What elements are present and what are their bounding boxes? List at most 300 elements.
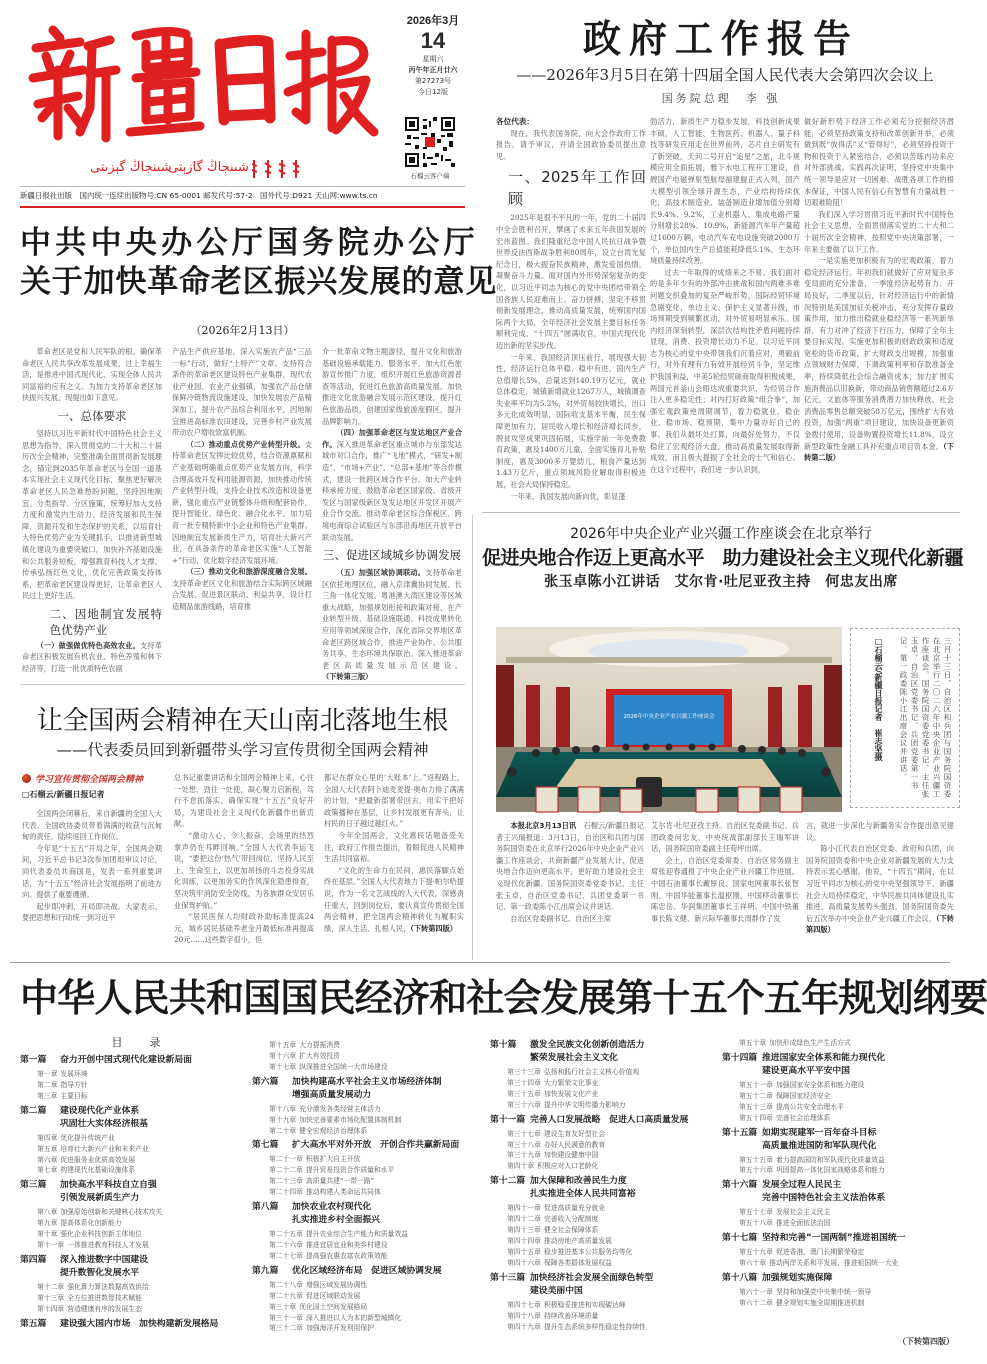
photo-caption-box — [850, 628, 960, 808]
report-title: 政府工作报告 — [582, 17, 859, 61]
report-paragraph: 勃活力，新质生产力稳步发展，科技创新成果丰硕，人工智能、生物医药、机器人、量子科技等研发应用走在世界前列，芯片自主研发有了新突破，天问二号开启“追星”之旅，北斗规模应用全面拓展，雅下水电工程开工建设，首艘国产电磁弹射型航母福建舰正式入列，国产大模型引领全球开源生态，产业结构持续优化，高技术制造业、装备制造业增加值分别增长9.4%、9.2%，工业机器人、集成电路产量分别增长28%、10.9%，新能源汽车年产量超过1600万辆，电动汽车充电设施突破2000万个，单位国内生产总值能耗降低5.1%，生态环境质量持续改善。 — [650, 117, 800, 266]
continued-link[interactable]: （下转第四版） — [806, 913, 954, 935]
two-sessions-paragraph: 今年全国两会，文化惠民话题备受关注，政府工作报告提出，着眼促进人民精神生活共同富裕。 — [324, 830, 464, 864]
toc-chapter[interactable] — [722, 1287, 962, 1298]
toc-part-title — [60, 1054, 192, 1067]
toc-chapter-title: 高质量共建“一带一路” — [305, 1177, 375, 1186]
toc-part-number: 第三篇 — [20, 1180, 47, 1191]
toc-chapter-number: 第十六章 — [269, 1051, 297, 1060]
toc-chapter-number: 第三十八章 — [507, 1140, 541, 1149]
report-paragraph: 做好新形势下经济工作必须充分挖掘经济潜能，必须坚持政策支持和改革创新并举，必须做到既“放得活”又“管得好”，必须坚持投资于物和投资于人紧密结合，必须以苦练内功来应对外部挑战。实践再次证明，坚持党中央集中统一领导是应对一切困难、战胜各项工作的根本保证，中国人民有信心有智慧有力量战胜一切艰难险阻！ — [804, 117, 954, 208]
two-sessions-column-3 — [324, 772, 464, 956]
report-paragraph: 一年来，我国经济顶压前行，展现强大韧性，经济运行总体平稳、稳中有进，国内生产总值增长5%，总量达到140.19万亿元，就业总体稳定，城镇新增就业1267万人，城镇调查失业率平均为5.2%，对外贸易较快增长，出口多元化成效明显，国际收支基本平衡，民生保障更加有力，居民收入增长和经济增长同步，脱贫攻坚成果巩固拓展，实施学前一年免费教育政策，惠及1400万儿童，全面实施育儿补贴制度，惠及3000多万婴幼儿，粮食产量达到1.43万亿斤，重点领域风险化解取得积极进展，社会大局保持稳定。 — [496, 352, 646, 490]
toc-part-number: 第十二篇 — [490, 1176, 526, 1187]
toc-chapter-number: 第六十章 — [739, 1259, 767, 1268]
toc-chapter-title: 发展环境 — [60, 1070, 88, 1078]
toc-part-number: 第六篇 — [252, 1076, 279, 1087]
toc-part-title-line: 扩大高水平对外开放 开创合作共赢新局面 — [292, 1140, 460, 1151]
toc-chapter[interactable] — [252, 1126, 492, 1137]
business-paragraph: 艾尔肯·吐尼亚孜主持。自治区党委副书记、兵团政委何忠友，中央统战部副部长王瑞军讲话，国务院国资委副主任苟坪出席。 — [651, 821, 799, 854]
opinion-paragraph-text: 支持革命老区发挥比较优势，结合资源禀赋和产业基础明确重点优势产业发展方向，科学合理高效开发利用能源资源，加快推动传统产业转型升级，支持企业技术改造和设备更新，强化重点产业链整体升级和配套协作，提升智能化、绿色化、融合化水平。加力培育一批专精特新中小企业和特色产业集群。因地制宜发展新质生产力，培育壮大新兴产业，在具备条件的革命老区实施“人工智能+”行动，优化数字经济发展环境。 — [172, 439, 312, 565]
toc-chapter-title: 巩固提高一体化国家战略体系和能力 — [775, 1166, 885, 1175]
opinion-headline-line2: 关于加快革命老区振兴发展的意见 — [20, 264, 497, 300]
toc-part[interactable] — [722, 1179, 962, 1205]
report-paragraph-text: 一是实施更加积极有为的宏观政策，着力稳定经济运行。年初我们就做好了应对复杂多变局面的充分准备，一季度经济起势有力、开局良好，二季度以后，针对经济运行中的新情况特别是美国加征关税冲击，充分发挥存量政策作用，加力推出稳就业稳经济等一系列新举措，有力对冲了经济下行压力，保障了全年主要目标实现。实施更加积极的财政政策和适度宽松的货币政策，扩大财政支出规模，加强重点领域财力保障，下调政策利率和存款准备金率，持续降低社会综合融资成本，加力扩围实施消费品以旧换新，带动商品销售额超过2.6万亿元，文旅体等服务消费潜力加快释放，社会消费品零售总额突破50万亿元，围绕扩大有效投资，加强“两重”项目建设，加快设备更新资金拨付使用，设备购置投资增长11.8%，设立新型政策性金融工具补充重点项目资本金。 — [804, 256, 954, 451]
toc-chapter[interactable] — [722, 1155, 962, 1166]
toc-chapter[interactable] — [252, 1154, 492, 1165]
toc-part-title-line: 引领发展新质生产力 — [60, 1193, 140, 1204]
publication-info: 新疆日报社出版 国内统一连续出版物号:CN 65-0001 邮发代号:57-2 国外代号:D921 天山网:www.ts.cn — [20, 191, 378, 200]
toc-chapter[interactable] — [20, 1207, 260, 1218]
toc-chapter-title: 充分激发各类经营主体活力 — [299, 1104, 381, 1113]
toc-chapter-title: 强化算力算法数据高效供给 — [67, 1282, 149, 1291]
toc-chapter-title: 提升中华文明传播力影响力 — [543, 1100, 626, 1109]
toc-chapter-number: 第五十二章 — [739, 1091, 773, 1100]
toc-chapter[interactable] — [490, 1078, 730, 1089]
opinion-lead: （二）推动重点优势产业转型升级。 — [186, 439, 305, 449]
toc-chapter[interactable] — [252, 1062, 492, 1073]
opinion-headline-line1: 中共中央办公厅国务院办公厅 — [20, 225, 479, 261]
photo-caption: 三月十三日，自治区和兵团与国务院国资委在北京举行二〇二六年中央企业产业兴疆工作座谈会。国务院国资委党委书记、主任张玉卓，自治区党委书记、兵团党委第一书记、第一政委陈小江出席会议并讲话。 — [899, 637, 952, 799]
business-column-1 — [496, 820, 644, 953]
toc-chapter[interactable] — [252, 1280, 492, 1291]
toc-chapter[interactable] — [722, 1080, 962, 1091]
business-paragraph-text: 石榴云/新疆日报记者王兴瑞报道：3月13日，自治区和兵团与国务院国资委在北京举行2026年中央企业产业兴疆工作座谈会，共商新疆产业发展大计，促进央地合作迈向更高水平，更好助力建设社会主义现代化新疆。国务院国资委党委书记、主任张玉卓，自治区党委书记、兵团党委第一书记、第一政委陈小江出席会议并讲话。 — [496, 821, 644, 912]
toc-part[interactable] — [20, 1105, 260, 1131]
toc-part-title-line: 激发全民族文化创新创造活力 — [530, 1040, 645, 1050]
report-section-heading: 一、2025年工作回顾 — [508, 168, 646, 209]
toc-chapter[interactable] — [490, 1236, 730, 1247]
toc-chapter[interactable] — [20, 1229, 260, 1240]
toc-chapter[interactable] — [252, 1251, 492, 1262]
toc-part-title — [530, 1175, 636, 1201]
toc-chapter[interactable] — [252, 1240, 492, 1251]
toc-chapter-title: 提升农业综合生产能力和质量效益 — [305, 1230, 408, 1239]
toc-part-title-line: 奋力开创中国式现代化建设新局面 — [60, 1055, 192, 1065]
toc-chapter-number: 第二十六章 — [269, 1240, 303, 1249]
toc-chapter-number: 第十九章 — [269, 1115, 297, 1124]
opinion-paragraph: 介一批革命文物主题游径，提升文化和旅游基础设施承载能力、服务水平，加大红色旅游宣传推广力度，组织开展红色旅游资源普查等活动，促进红色旅游高质量发展。加快推进文化旅游融合发展示范区建设，提升红色旅游品质，创建国家级旅游度假区，提升品牌影响力。 — [322, 347, 462, 426]
issue-pages: 今日12版 — [418, 88, 448, 96]
toc-part-number: 第十六篇 — [722, 1180, 758, 1191]
opinion-column-2 — [172, 346, 312, 668]
toc-chapter[interactable] — [490, 1100, 730, 1111]
issue-info — [398, 12, 468, 98]
toc-chapter[interactable] — [20, 1293, 260, 1304]
report-paragraph — [804, 255, 954, 464]
toc-column-3 — [490, 1036, 730, 1333]
toc-chapter-number: 第四十一章 — [507, 1204, 541, 1213]
toc-chapter-title: 办好人民满意的教育 — [543, 1140, 606, 1149]
toc-chapter[interactable] — [722, 1298, 962, 1309]
report-paragraph: 过去一年取得的成绩来之不易。我们面对的是多年少有的外部冲击挑战和国内两难多难问题交织叠加的复杂严峻形势，国际经贸环境急剧变化，单边主义、保护主义显著升级，市场预期受到频繁扰动，对外贸易明显承压。国内经济深刻转型，深层次结构性矛盾问题持续显现，消费、投资增长动力不足。以习近平同志为核心的党中央带领我们沉着应对，勇毅前行，对外有理有力有效开展经贸斗争，坚定维护我国利益，中美5轮经贸磋商取得积极成果，两国元首釜山会晤达成重要共识，为经贸合作注入更多稳定性；对内打好政策“组合拳”，加强宏观政策逆周期调节，着力稳就业、稳企业、稳市场、稳预期，集中力量办好自己的事。我们从最坏处打算，向最好处努力，不仅稳住了宏观经济大盘，推动高质量发展取得新成效，而且极大提振了全社会的士气和信心。在这个过程中，我们进一步认识到， — [650, 267, 800, 474]
toc-column-1 — [20, 1034, 260, 1331]
toc-part-number: 第十一篇 — [490, 1114, 526, 1125]
toc-chapter[interactable] — [252, 1302, 492, 1313]
toc-part-title-line: 扎实推进乡村全面振兴 — [292, 1215, 380, 1226]
toc-chapter[interactable] — [20, 1069, 260, 1080]
toc-chapter[interactable] — [20, 1218, 260, 1229]
toc-chapter-title: 全方位推进数智技术赋能 — [67, 1293, 142, 1302]
opinion-lead: （一）做强做优特色高效农业。 — [36, 640, 140, 650]
toc-chapter-number: 第五十八章 — [739, 1219, 773, 1228]
toc-chapter-title: 优化国土空间发展格局 — [299, 1302, 368, 1311]
issue-weekday: 星期六 — [422, 55, 444, 63]
toc-part-number: 第十七篇 — [722, 1233, 758, 1244]
toc-part-title-line: 如期实现建军一百年奋斗目标 — [762, 1127, 877, 1138]
opinion-section-heading: 二、因地制宜发展特色优势产业 — [49, 606, 162, 637]
toc-chapter[interactable] — [252, 1291, 492, 1302]
opinion-paragraph-text: 支持革命老区依托地理区位，融入京津冀协同发展、长三角一体化发展、粤港澳大湾区建设等区域重大战略，加强规划衔接和政策对接，在产业转型升级、基础设施联通、科技成果转化应用等领域深度合作，深化省际交界地区革命老区跨区域合作，推进产业协作、公共服务共享、生态环境共保联治。深入推进革命老区高质量发展示范区建设。 — [322, 568, 462, 670]
toc-part[interactable] — [20, 1179, 260, 1205]
toc-part[interactable] — [490, 1175, 730, 1201]
photo-credit: □石榴云/新疆日报记者 崔志坚摄 — [874, 637, 883, 761]
toc-chapter-title: 积极稳妥推进和实现碳达峰 — [543, 1300, 626, 1309]
two-sessions-byline: □石榴云/新疆日报记者 — [22, 790, 105, 799]
toc-chapter[interactable] — [722, 1102, 962, 1113]
report-paragraph: 一年来，我国发展向新向优，彰显蓬 — [510, 491, 626, 501]
toc-chapter-title: 推动构建人类命运共同体 — [305, 1188, 381, 1197]
toc-chapter[interactable] — [20, 1165, 260, 1176]
toc-chapter-number: 第八章 — [37, 1208, 58, 1217]
toc-chapter[interactable] — [20, 1080, 260, 1091]
toc-part-title-line: 增强高质量发展动力 — [292, 1089, 372, 1100]
toc-part-title — [60, 1105, 148, 1131]
toc-part-title-line: 高质量推进国防和军队现代化 — [762, 1140, 877, 1151]
qr-code[interactable] — [405, 117, 455, 167]
toc-chapter[interactable] — [490, 1247, 730, 1258]
report-paragraph: 2025年是很不平凡的一年，党的二十届四中全会胜利召开，擘画了未来五年我国发展的宏伟蓝图。我们隆重纪念中国人民抗日战争暨世界反法西斯战争胜利80周年，设立台湾光复纪念日，极大振奋民族精神，激发爱国热情，凝聚奋斗力量。面对国内外形势深刻复杂的变化，以习近平同志为核心的党中央团结带领全国各族人民迎难而上、奋力拼搏，坚定不移贯彻新发展理念，推动高质量发展，统筹国内国际两个大局，全年经济社会发展主要目标任务顺利完成，“十四五”圆满收官，中国式现代化迈出新的坚实步伐。 — [496, 213, 646, 350]
toc-chapter-number: 第四十二章 — [507, 1215, 541, 1224]
toc-part-number: 第四篇 — [20, 1254, 47, 1265]
toc-chapter-number: 第四十三章 — [507, 1226, 541, 1235]
toc-chapter-number: 第十二章 — [37, 1282, 65, 1291]
toc-chapter[interactable] — [20, 1144, 260, 1155]
toc-part-title — [60, 1254, 148, 1280]
badge-dot-icon — [22, 774, 31, 783]
two-sessions-paragraph — [324, 865, 464, 935]
toc-part-title — [530, 1039, 644, 1065]
continued-link[interactable]: （下转第四版） — [410, 923, 457, 933]
toc-chapter[interactable] — [20, 1304, 260, 1315]
minority-script-titles — [90, 158, 310, 182]
toc-chapter[interactable] — [20, 1133, 260, 1144]
toc-chapter-number: 第三十一章 — [269, 1313, 303, 1322]
toc-chapter-number: 第十八章 — [269, 1104, 297, 1113]
toc-part-title-line: 加快高水平科技自立自强 — [60, 1180, 157, 1191]
toc-chapter-number: 第二十七章 — [269, 1251, 303, 1260]
issue-number: 第27273号 — [414, 77, 452, 85]
toc-part[interactable] — [490, 1039, 730, 1065]
toc-part[interactable] — [722, 1052, 962, 1078]
toc-part-number: 第九篇 — [252, 1265, 279, 1276]
toc-chapter-title: 提升贸易投资合作质量和水平 — [305, 1166, 395, 1175]
toc-chapter-title: 促进香港、澳门长期繁荣稳定 — [775, 1248, 865, 1257]
report-column-2 — [650, 116, 800, 508]
toc-column-2 — [252, 1038, 492, 1335]
continued-link[interactable]: （下转第二版） — [804, 441, 954, 463]
toc-chapter[interactable] — [490, 1150, 730, 1161]
toc-part-title — [762, 1232, 906, 1245]
toc-chapter-title: 促进服务业优质高效发展 — [60, 1155, 136, 1164]
two-sessions-headline: 让全国两会精神在天山南北落地生根 — [36, 706, 449, 736]
toc-part-title-line: 加快构建高水平社会主义市场经济体制 — [292, 1076, 442, 1087]
opinion-column-1 — [22, 346, 162, 674]
toc-part-title-line: 加强规划实施保障 — [762, 1272, 833, 1283]
toc-chapter-title: 培育壮大新兴产业和未来产业 — [60, 1144, 149, 1153]
toc-chapter[interactable] — [722, 1038, 962, 1049]
toc-part-title-line: 完善中国特色社会主义法治体系 — [762, 1193, 886, 1204]
opinion-section-heading: 三、促进区域城乡协调发展 — [323, 548, 461, 563]
toc-chapter-number: 第四十六章 — [507, 1258, 541, 1267]
opinion-lead: （四）加强革命老区与发达地区产业合作。 — [322, 428, 462, 449]
toc-chapter-title: 促进区域联动发展 — [305, 1291, 361, 1300]
toc-chapter-number: 第七章 — [37, 1166, 58, 1175]
toc-chapter[interactable] — [20, 1282, 260, 1293]
toc-chapter-title: 保障各类群体发展权益 — [543, 1258, 612, 1267]
toc-chapter[interactable] — [490, 1140, 730, 1151]
toc-part-title — [530, 1272, 653, 1298]
uyghur-title: شىنجاڭ گېزىتى — [90, 160, 172, 175]
toc-chapter-number: 第五章 — [37, 1144, 58, 1153]
toc-chapter[interactable] — [252, 1115, 492, 1126]
toc-chapter[interactable] — [490, 1067, 730, 1078]
toc-chapter-number: 第三十二章 — [269, 1324, 303, 1333]
toc-chapter-title: 积极扩大自主开放 — [305, 1155, 361, 1164]
toc-chapter[interactable] — [252, 1051, 492, 1062]
toc-part[interactable] — [490, 1114, 730, 1127]
toc-chapter-title: 提高体系化创新能力 — [60, 1219, 122, 1228]
toc-chapter-number: 第九章 — [37, 1219, 58, 1228]
toc-chapter-title: 完善社会治理体系 — [775, 1113, 831, 1122]
toc-chapter-title: 一体推进教育科技人才发展 — [67, 1241, 149, 1250]
toc-part-title — [762, 1272, 832, 1285]
toc-part-title-line: 加快经济社会发展全面绿色转型 — [530, 1272, 654, 1283]
continued-link[interactable]: （下转第三版） — [322, 672, 373, 682]
toc-part-number: 第七篇 — [252, 1140, 279, 1151]
toc-chapter-number: 第三十四章 — [507, 1078, 541, 1087]
toc-chapter-number: 第二章 — [37, 1080, 58, 1089]
toc-chapter-title: 深入推进以人为本的新型城镇化 — [305, 1313, 402, 1322]
toc-chapter[interactable] — [722, 1091, 962, 1102]
toc-chapter[interactable] — [490, 1214, 730, 1225]
report-author: 国务院总理 李 强 — [661, 92, 781, 105]
toc-chapter-number: 第三章 — [37, 1091, 58, 1100]
toc-part-number: 第十八篇 — [722, 1272, 758, 1283]
toc-part-title-line: 扎实推进全体人民共同富裕 — [530, 1189, 636, 1200]
business-paragraph-text: 陈小江代表自治区党委、政府和兵团，向国务院国资委和中央企业对新疆发展的大力支持表示衷心感谢。他说，“十四五”期间，在以习近平同志为核心的党中央坚强领导下，新疆社会大局持续稳定，中华民族共同体建设扎实推进，高质量发展势头强劲，国务院国资委先后五次举办中央企业产业兴疆工作会议， — [806, 844, 954, 923]
toc-part-number: 第一篇 — [20, 1055, 47, 1065]
toc-chapter-number: 第二十三章 — [269, 1177, 303, 1186]
opinion-paragraph — [172, 439, 312, 567]
toc-chapter[interactable] — [490, 1300, 730, 1311]
toc-part-title-line: 加快农业农村现代化 — [292, 1202, 372, 1213]
qr-caption: 石榴云客户端 — [410, 172, 450, 180]
toc-chapter-title: 发展社会主义民主 — [775, 1208, 831, 1217]
toc-part-title — [762, 1127, 876, 1153]
toc-chapter-title: 加快完善要素市场化配置体制机制 — [299, 1115, 402, 1124]
toc-part[interactable] — [20, 1254, 260, 1280]
business-paragraph: 会上，自治区党委常委、自治区常务副主席张迎春通报了中央企业产业兴疆工作进展。中国石油董事长戴厚良、国家电网董事长张智刚、中国华能董事长温枢刚、中国移动董事长陈忠岳、华润集团董事长王祥明、中国中铁董事长陈文健、新兴际华董事长周群作了发 — [651, 855, 799, 923]
toc-column-4 — [722, 1036, 962, 1310]
toc-chapter-title: 完善收入分配制度 — [543, 1215, 599, 1224]
toc-part-title-line: 发展全过程人民民主 — [762, 1180, 842, 1191]
toc-part[interactable] — [20, 1318, 260, 1331]
toc-chapter-title: 营造健康有序的发展生态 — [67, 1304, 142, 1313]
toc-chapter[interactable] — [490, 1258, 730, 1269]
two-sessions-paragraph: 总书记重要讲话和全国两会精神上来，心往一处想、劲往一处使，凝心聚力启新程，笃行不怠抓落实，确保实现“十五五”良好开局，为建设社会主义现代化新疆作出新贡献。 — [174, 773, 314, 829]
toc-chapter-title: 加强海洋开发利用保护 — [305, 1324, 374, 1333]
toc-part[interactable] — [722, 1272, 962, 1285]
toc-chapter-number: 第十一章 — [37, 1241, 65, 1250]
toc-chapter-number: 第二十章 — [269, 1126, 297, 1135]
business-paragraph — [496, 820, 644, 913]
toc-part-title-line: 坚持和完善“一国两制”推进祖国统一 — [762, 1233, 906, 1244]
photo-banner-text: 2026年中央企业产业兴疆工作座谈会 — [623, 714, 715, 720]
toc-chapter-title: 推进全面依法治国 — [775, 1219, 831, 1228]
toc-part[interactable] — [252, 1265, 492, 1278]
opinion-date: （2026年2月13日） — [190, 324, 295, 337]
toc-chapter[interactable] — [252, 1229, 492, 1240]
toc-chapter-title: 健全宏观经济治理体系 — [299, 1126, 368, 1135]
toc-part-title-line: 推进国家安全体系和能力现代化 — [762, 1052, 886, 1063]
toc-chapter-number: 第五十一章 — [739, 1080, 773, 1089]
two-sessions-paragraph: 都记在群众心里的‘大账本’上。”返程路上，全国人大代表阿卜迪麦麦提·奥布力排了满满的计划，“把最新部署带回去，用实干把好政策播种在基层，让乡村发展更有奔头，让村民的日子越过越红火。” — [324, 773, 464, 829]
toc-chapter-title: 提高强农惠农富农政策效能 — [305, 1251, 388, 1260]
toc-part[interactable] — [722, 1127, 962, 1153]
business-headline: 促进央地合作迈上更高水平 助力建设社会主义现代化新疆 — [482, 547, 964, 569]
plan-headline: 中华人民共和国国民经济和社会发展第十五个五年规划纲要 — [20, 976, 987, 1020]
toc-chapter-number: 第六十二章 — [739, 1298, 773, 1307]
toc-part[interactable] — [252, 1076, 492, 1102]
toc-chapter[interactable] — [722, 1113, 962, 1124]
issue-day: 14 — [420, 28, 446, 53]
opinion-paragraph-text: 支持革命老区积极发展有机农业、特色养殖和林下经济等，打造一批优质特色农副 — [22, 640, 162, 674]
toc-part-title-line: 建设美丽中国 — [530, 1285, 583, 1296]
toc-part-title-line: 建设强大国内市场 加快构建新发展格局 — [60, 1318, 219, 1329]
business-kicker: 2026年中央企业产业兴疆工作座谈会在北京举行 — [570, 526, 872, 542]
column-badge — [22, 772, 172, 785]
toc-chapter-title: 持续改善环境质量 — [543, 1311, 599, 1320]
opinion-paragraph-text: 深入推进革命老区重点城市与东部发达城市对口合作，推广“飞地”模式，“研发+制造”、“市场+产业”、“总部+基地”等合作模式，建设一批跨区域合作平台。加大产业转移承接力度，鼓励革命老区国家级、省级开发区与国家级新区及发达地区开发区开展产业合作交流。推动革命老区综合保税区、跨境电商综合试验区与东部沿海地区开放平台联动发展。 — [322, 439, 462, 542]
toc-chapter-title: 主要目标 — [60, 1091, 88, 1100]
toc-chapter[interactable] — [20, 1155, 260, 1166]
toc-chapter-title: 加快发展文化产业 — [543, 1089, 599, 1098]
toc-chapter-title: 加强国家安全体系和能力建设 — [775, 1080, 865, 1089]
two-sessions-paragraph-text: “文化的生命力在民间，惠民落脚点始终在基层。”全国人大代表地力下提·帕尔哈提说，作为一名文艺战线的人大代表，深感责任重大，回到岗位后，要认真宣传贯彻全国两会精神，把全国两会精神转化为履职实绩，深入生活、扎根人民， — [324, 865, 464, 933]
toc-chapter[interactable] — [722, 1258, 962, 1269]
toc-part-title-line: 繁荣发展社会主义文化 — [530, 1053, 618, 1063]
toc-chapter-number: 第五十六章 — [739, 1166, 773, 1175]
opinion-paragraph — [172, 566, 312, 612]
toc-chapter[interactable] — [490, 1225, 730, 1236]
opinion-lead: （三）推动文化和旅游深度融合发展。 — [186, 567, 312, 577]
toc-chapter-number: 第二十四章 — [269, 1188, 303, 1197]
two-sessions-subheadline: ——代表委员回到新疆带头学习宣传贯彻全国两会精神 — [56, 741, 429, 759]
toc-chapter[interactable] — [490, 1089, 730, 1100]
toc-chapter-title: 强化企业科技创新主体地位 — [60, 1230, 142, 1239]
toc-chapter[interactable] — [252, 1313, 492, 1324]
toc-part-title-line: 建设现代化产业体系 — [60, 1105, 140, 1116]
toc-chapter[interactable] — [722, 1207, 962, 1218]
toc-chapter-title: 加快建设健康中国 — [543, 1151, 599, 1160]
toc-chapter-title: 保障国家经济安全 — [775, 1091, 831, 1100]
toc-chapter[interactable] — [490, 1322, 730, 1333]
toc-part-title — [530, 1114, 688, 1127]
toc-part-title-line: 巩固壮大实体经济根基 — [60, 1118, 148, 1129]
toc-part[interactable] — [252, 1139, 492, 1152]
toc-part-number: 第十五篇 — [722, 1127, 758, 1138]
toc-chapter-number: 第一章 — [37, 1070, 58, 1078]
toc-chapter[interactable] — [252, 1040, 492, 1051]
toc-chapter-number: 第六十一章 — [739, 1287, 773, 1296]
toc-chapter[interactable] — [490, 1161, 730, 1172]
opinion-paragraph — [22, 640, 162, 675]
toc-chapter-title: 增强区域发展协调性 — [305, 1280, 368, 1289]
toc-chapter[interactable] — [490, 1203, 730, 1214]
toc-part[interactable] — [490, 1272, 730, 1298]
toc-chapter-number: 第十四章 — [37, 1304, 65, 1313]
toc-chapter-number: 第五十章 — [739, 1039, 767, 1047]
toc-chapter[interactable] — [252, 1176, 492, 1187]
toc-chapter-number: 第十三章 — [37, 1293, 65, 1302]
opinion-lead: （五）加强区域协调联动。 — [336, 568, 426, 578]
calligraphy-logo — [18, 8, 378, 148]
toc-chapter[interactable] — [722, 1218, 962, 1229]
toc-chapter[interactable] — [252, 1187, 492, 1198]
toc-chapter[interactable] — [722, 1247, 962, 1258]
toc-chapter-number: 第二十二章 — [269, 1166, 303, 1175]
toc-chapter[interactable] — [20, 1240, 260, 1251]
toc-chapter[interactable] — [252, 1323, 492, 1334]
opinion-paragraph-text: 支持革命老区文化和旅游结合实际跨区域融合发展，促进景区联动、利益共享，设计打造精品旅游线路，培育推 — [172, 578, 312, 612]
toc-part-title — [292, 1265, 442, 1278]
toc-chapter-number: 第三十六章 — [507, 1100, 541, 1109]
toc-part[interactable] — [722, 1232, 962, 1245]
toc-chapter[interactable] — [722, 1165, 962, 1176]
toc-part[interactable] — [252, 1201, 492, 1227]
toc-chapter-title: 建设生育友好型社会 — [543, 1129, 606, 1138]
toc-part-title-line: 深入推进数字中国建设 — [60, 1254, 148, 1265]
toc-part-title-line: 优化区域经济布局 促进区域协调发展 — [292, 1265, 442, 1276]
masthead-logo — [18, 8, 378, 148]
meeting-photo[interactable] — [496, 627, 842, 812]
toc-chapter[interactable] — [252, 1104, 492, 1115]
toc-chapter-title: 大力繁荣文化事业 — [543, 1078, 599, 1087]
toc-chapter-title: 加强原始创新和关键核心技术攻关 — [60, 1208, 163, 1217]
report-column-3 — [804, 116, 954, 508]
continued-link[interactable]: （下转第四版） — [898, 1337, 954, 1346]
toc-chapter-title: 提高公共安全治理水平 — [775, 1102, 844, 1111]
toc-chapter[interactable] — [490, 1129, 730, 1140]
toc-chapter-number: 第十五章 — [269, 1041, 297, 1049]
toc-part[interactable] — [20, 1054, 260, 1067]
toc-part-title — [292, 1201, 380, 1227]
toc-chapter[interactable] — [20, 1091, 260, 1102]
toc-chapter[interactable] — [252, 1165, 492, 1176]
business-paragraph: 言，就进一步深化与新疆务实合作提出意见建议。 — [806, 821, 954, 842]
toc-chapter-title: 促进高质量充分就业 — [543, 1204, 606, 1213]
toc-chapter-title: 健全规划实施全周期推进机制 — [775, 1298, 865, 1307]
toc-part-number: 第十三篇 — [490, 1272, 526, 1283]
toc-chapter[interactable] — [490, 1311, 730, 1322]
toc-part-title — [60, 1179, 157, 1205]
toc-chapter-title: 扩大有效投资 — [299, 1051, 340, 1060]
toc-chapter-title: 提升生态系统多样性稳定性持续性 — [543, 1322, 646, 1331]
toc-chapter-number: 第三十三章 — [507, 1068, 541, 1076]
toc-chapter-number: 第四十八章 — [507, 1311, 541, 1320]
toc-chapter-title: 坚持和加强党中央集中统一领导 — [775, 1287, 872, 1296]
